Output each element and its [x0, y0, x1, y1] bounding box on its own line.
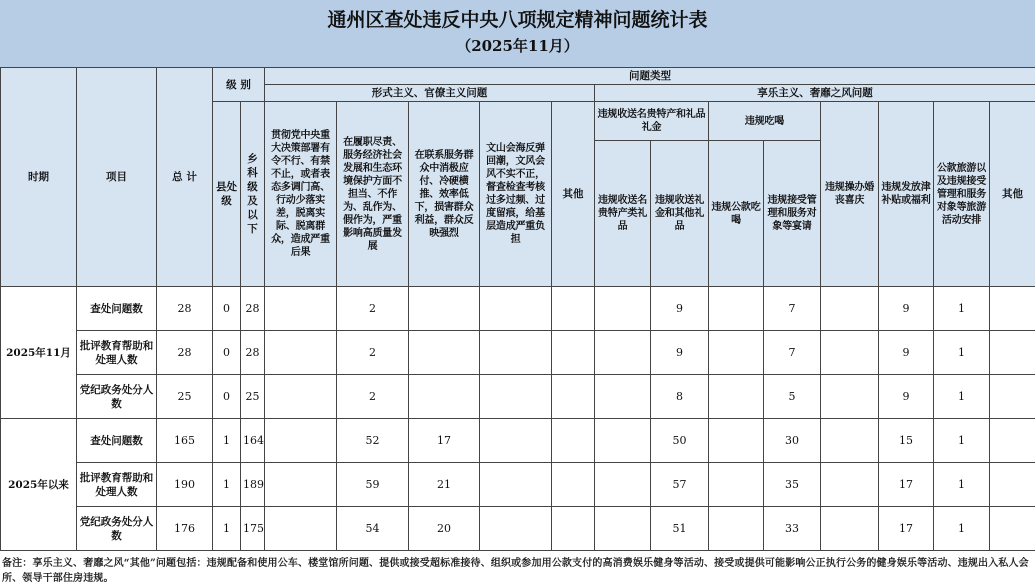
table-row	[1, 375, 1035, 419]
cell-county: 1	[213, 463, 241, 507]
cell-h-other	[990, 375, 1035, 419]
cell-h-other	[990, 507, 1035, 551]
cell-dining1	[709, 375, 764, 419]
row-item-label: 批评教育帮助和处理人数	[77, 331, 157, 375]
cell-subsidy: 17	[879, 463, 934, 507]
cell-dining1	[709, 331, 764, 375]
cell-wedding	[821, 419, 879, 463]
cell-wedding	[821, 287, 879, 331]
cell-travel: 1	[934, 287, 990, 331]
table-row	[1, 287, 1035, 331]
cell-f-other	[552, 463, 595, 507]
header-subsidy: 违规发放津补贴或福利	[879, 102, 934, 287]
header-period: 时期	[1, 68, 77, 287]
cell-h-other	[990, 463, 1035, 507]
cell-f3	[409, 331, 480, 375]
header-total: 总 计	[157, 68, 213, 287]
cell-f2: 2	[337, 331, 409, 375]
header-level: 级 别	[213, 68, 265, 102]
table-row	[1, 507, 1035, 551]
cell-township: 28	[241, 287, 265, 331]
cell-f-other	[552, 331, 595, 375]
cell-county: 0	[213, 287, 241, 331]
row-item-label: 党纪政务处分人数	[77, 375, 157, 419]
cell-county: 0	[213, 331, 241, 375]
table-row	[1, 419, 1035, 463]
cell-total: 28	[157, 287, 213, 331]
cell-f2: 59	[337, 463, 409, 507]
cell-h-other	[990, 331, 1035, 375]
cell-gift1	[595, 287, 651, 331]
header-hedonism-other: 其他	[990, 102, 1035, 287]
cell-h-other	[990, 287, 1035, 331]
cell-township: 189	[241, 463, 265, 507]
cell-f1	[265, 463, 337, 507]
cell-travel: 1	[934, 419, 990, 463]
cell-gift1	[595, 375, 651, 419]
cell-county: 1	[213, 419, 241, 463]
cell-travel: 1	[934, 331, 990, 375]
cell-subsidy: 17	[879, 507, 934, 551]
cell-subsidy: 9	[879, 375, 934, 419]
period-label: 2025年以来	[1, 419, 77, 551]
cell-total: 25	[157, 375, 213, 419]
cell-f-other	[552, 419, 595, 463]
header-item: 项目	[77, 68, 157, 287]
cell-f1	[265, 331, 337, 375]
cell-h-other	[990, 419, 1035, 463]
cell-travel: 1	[934, 507, 990, 551]
cell-subsidy: 15	[879, 419, 934, 463]
cell-travel: 1	[934, 375, 990, 419]
header-public-dining: 违规公款吃喝	[709, 141, 764, 287]
cell-f-other	[552, 287, 595, 331]
cell-f3: 20	[409, 507, 480, 551]
cell-dining1	[709, 419, 764, 463]
header-formalism-group: 形式主义、官僚主义问题	[265, 85, 595, 102]
cell-gift1	[595, 507, 651, 551]
cell-township: 164	[241, 419, 265, 463]
header-county-level: 县处级	[213, 102, 241, 287]
header-gift-cash: 违规收送礼金和其他礼品	[651, 141, 709, 287]
statistics-table	[0, 67, 1035, 551]
cell-f3	[409, 287, 480, 331]
cell-f1	[265, 375, 337, 419]
footnote: 备注：享乐主义、奢靡之风“其他”问题包括：违规配备和使用公车、楼堂馆所问题、提供或接受超标准接待、组织或参加用公款支付的高消费娱乐健身等活动、接受或提供可能影响公正执行公务的健身娱乐等活动、违规出入私人会所、领导干部住房违规。	[2, 558, 1029, 584]
cell-gift2: 57	[651, 463, 709, 507]
cell-dining2: 7	[764, 331, 821, 375]
cell-gift1	[595, 331, 651, 375]
cell-total: 165	[157, 419, 213, 463]
cell-gift1	[595, 419, 651, 463]
cell-f4	[480, 419, 552, 463]
header-formalism-1: 贯彻党中央重大决策部署有令不行、有禁不止，或者表态多调门高、行动少落实差，脱离实际、脱离群众，造成严重后果	[265, 102, 337, 287]
cell-dining1	[709, 287, 764, 331]
header-problem-type: 问题类型	[265, 68, 1035, 85]
header-gift-specialty: 违规收送名贵特产类礼品	[595, 141, 651, 287]
cell-dining1	[709, 463, 764, 507]
header-formalism-2: 在履职尽责、服务经济社会发展和生态环境保护方面不担当、不作为、乱作为、假作为，严重影响高质量发展	[337, 102, 409, 287]
report-title: 通州区查处违反中央八项规定精神问题统计表	[327, 9, 708, 31]
period-label: 2025年11月	[1, 287, 77, 419]
cell-f3: 21	[409, 463, 480, 507]
cell-f4	[480, 331, 552, 375]
cell-total: 28	[157, 331, 213, 375]
cell-dining2: 7	[764, 287, 821, 331]
cell-f-other	[552, 507, 595, 551]
header-travel: 公款旅游以及违规接受管理和服务对象等旅游活动安排	[934, 102, 990, 287]
cell-travel: 1	[934, 463, 990, 507]
cell-f2: 2	[337, 287, 409, 331]
row-item-label: 查处问题数	[77, 287, 157, 331]
cell-dining2: 5	[764, 375, 821, 419]
table-row	[1, 463, 1035, 507]
cell-f2: 52	[337, 419, 409, 463]
cell-f1	[265, 419, 337, 463]
cell-dining1	[709, 507, 764, 551]
cell-f3	[409, 375, 480, 419]
header-accept-banquet: 违规接受管理和服务对象等宴请	[764, 141, 821, 287]
row-item-label: 查处问题数	[77, 419, 157, 463]
cell-f-other	[552, 375, 595, 419]
cell-gift2: 9	[651, 331, 709, 375]
cell-subsidy: 9	[879, 287, 934, 331]
cell-f4	[480, 287, 552, 331]
cell-gift1	[595, 463, 651, 507]
cell-township: 175	[241, 507, 265, 551]
cell-f4	[480, 507, 552, 551]
title-band	[0, 0, 1035, 68]
cell-gift2: 51	[651, 507, 709, 551]
header-formalism-3: 在联系服务群众中消极应付、冷硬横推、效率低下，损害群众利益，群众反映强烈	[409, 102, 480, 287]
cell-gift2: 50	[651, 419, 709, 463]
cell-dining2: 30	[764, 419, 821, 463]
header-gift-group: 违规收送名贵特产和礼品礼金	[595, 102, 709, 141]
cell-gift2: 8	[651, 375, 709, 419]
table-row	[1, 331, 1035, 375]
cell-subsidy: 9	[879, 331, 934, 375]
cell-dining2: 35	[764, 463, 821, 507]
cell-f2: 54	[337, 507, 409, 551]
cell-f2: 2	[337, 375, 409, 419]
cell-wedding	[821, 375, 879, 419]
cell-gift2: 9	[651, 287, 709, 331]
header-dining-group: 违规吃喝	[709, 102, 821, 141]
report-subtitle: （2025年11月）	[456, 37, 579, 55]
header-formalism-4: 文山会海反弹回潮，文风会风不实不正，督查检查考核过多过频、过度留痕，给基层造成严重负担	[480, 102, 552, 287]
cell-wedding	[821, 507, 879, 551]
cell-total: 190	[157, 463, 213, 507]
cell-township: 28	[241, 331, 265, 375]
cell-county: 0	[213, 375, 241, 419]
cell-f3: 17	[409, 419, 480, 463]
cell-total: 176	[157, 507, 213, 551]
cell-dining2: 33	[764, 507, 821, 551]
cell-county: 1	[213, 507, 241, 551]
row-item-label: 党纪政务处分人数	[77, 507, 157, 551]
cell-f4	[480, 375, 552, 419]
cell-f4	[480, 463, 552, 507]
cell-township: 25	[241, 375, 265, 419]
header-township-level: 乡科级及以下	[241, 102, 265, 287]
header-hedonism-group: 享乐主义、奢靡之风问题	[595, 85, 1035, 102]
cell-wedding	[821, 331, 879, 375]
row-item-label: 批评教育帮助和处理人数	[77, 463, 157, 507]
cell-wedding	[821, 463, 879, 507]
header-formalism-other: 其他	[552, 102, 595, 287]
header-wedding: 违规操办婚丧喜庆	[821, 102, 879, 287]
cell-f1	[265, 507, 337, 551]
cell-f1	[265, 287, 337, 331]
